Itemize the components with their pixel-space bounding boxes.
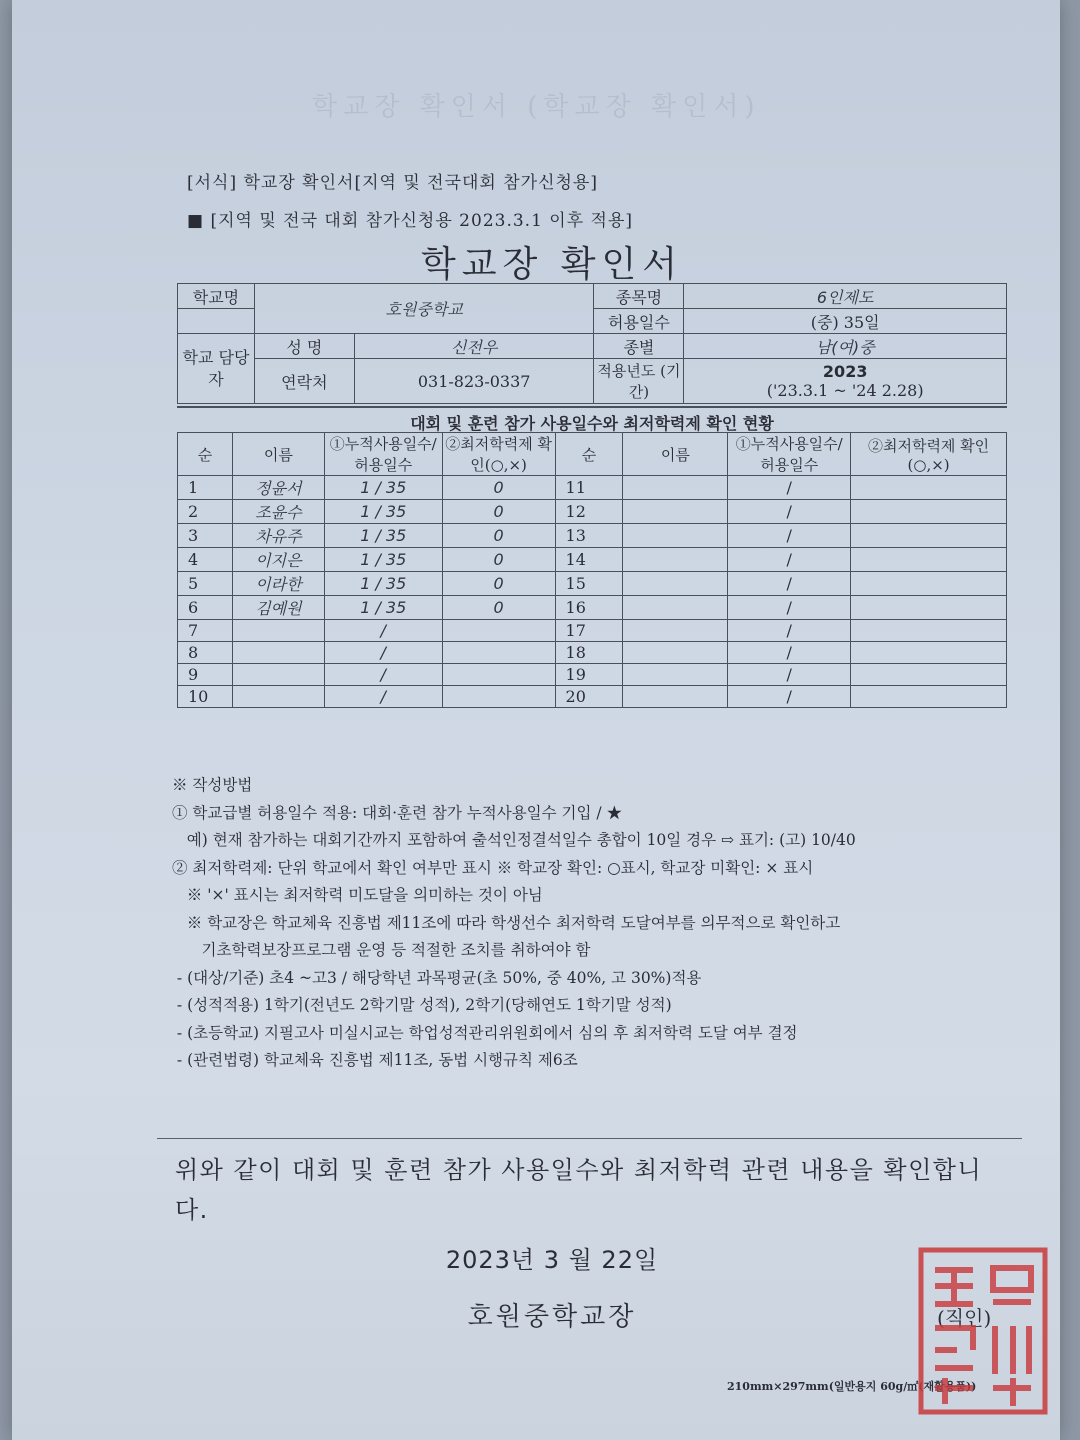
- allowed-days-label: 허용일수: [594, 309, 684, 334]
- table-header-row: [178, 433, 1007, 476]
- row-no-2: 15: [555, 572, 623, 596]
- official-seal-stamp: [917, 1246, 1049, 1416]
- school-value: 호원중학교: [254, 284, 594, 334]
- header-check: ②최저학력제 확인(○,×): [442, 433, 555, 476]
- row-no: 1: [178, 476, 233, 500]
- row-check-2: [851, 664, 1007, 686]
- row-no: 3: [178, 524, 233, 548]
- header-days: ①누적사용일수/ 허용일수: [324, 433, 442, 476]
- bleed-through-text: 학교장 확인서 (학교장 확인서): [312, 92, 761, 122]
- instruction-line: ② 최저학력제: 단위 학교에서 확인 여부만 표시 ※ 학교장 확인: ○표시, 학교장 미확인: × 표시: [172, 858, 814, 877]
- row-no-2: 19: [555, 664, 623, 686]
- section-title: 대회 및 훈련 참가 사용일수와 최저학력제 확인 현황: [177, 406, 1007, 434]
- row-check-2: [851, 642, 1007, 664]
- table-row: [178, 642, 1007, 664]
- instruction-line: ※ 작성방법: [172, 776, 253, 794]
- divider: [157, 1138, 1022, 1139]
- row-days: /: [324, 620, 442, 642]
- instruction-line: - (관련법령) 학교체육 진흥법 제11조, 동법 시행규칙 제6조: [172, 1051, 578, 1069]
- manager-label: 학교 담당자: [178, 334, 255, 404]
- seal-mark: (직인): [937, 1306, 992, 1330]
- row-check: [442, 664, 555, 686]
- row-name-2: [623, 620, 728, 642]
- row-check: 0: [442, 548, 555, 572]
- apply-note: ■ [지역 및 전국 대회 참가신청용 2023.3.1 이후 적용]: [187, 211, 634, 231]
- row-days-2: /: [728, 596, 851, 620]
- gender-value: 남(여)중: [684, 334, 1007, 359]
- row-days-2: /: [728, 572, 851, 596]
- row-days-2: /: [728, 476, 851, 500]
- row-no: 8: [178, 642, 233, 664]
- allowed-days-value: (중) 35일: [684, 309, 1007, 334]
- row-no-2: 20: [555, 686, 623, 708]
- table-row: [178, 686, 1007, 708]
- info-table: [177, 283, 1007, 404]
- participation-table-body: [178, 433, 1007, 708]
- row-days-2: /: [728, 620, 851, 642]
- row-days-2: /: [728, 642, 851, 664]
- row-name: 이지은: [232, 548, 324, 572]
- form-label: [서식] 학교장 확인서[지역 및 전국대회 참가신청용]: [187, 173, 598, 193]
- row-no-2: 16: [555, 596, 623, 620]
- row-days: 1 / 35: [324, 476, 442, 500]
- instruction-line: 예) 현재 참가하는 대회기간까지 포함하여 출석인정결석일수 총합이 10일 경우 ⇨ 표기: (고) 10/40: [172, 831, 856, 849]
- table-row: [178, 620, 1007, 642]
- row-no-2: 12: [555, 500, 623, 524]
- row-check: [442, 620, 555, 642]
- row-name-2: [623, 524, 728, 548]
- row-check-2: [851, 620, 1007, 642]
- row-days: 1 / 35: [324, 596, 442, 620]
- table-row: [178, 476, 1007, 500]
- header-days-2: ①누적사용일수/ 허용일수: [728, 433, 851, 476]
- row-check: 0: [442, 596, 555, 620]
- row-name-2: [623, 500, 728, 524]
- row-check: [442, 686, 555, 708]
- sport-label: 종목명: [594, 284, 684, 309]
- row-name: 정윤서: [232, 476, 324, 500]
- table-row: [178, 524, 1007, 548]
- year-cell: [684, 359, 1007, 404]
- header-check-2: ②최저학력제 확인(○,×): [851, 433, 1007, 476]
- row-no: 4: [178, 548, 233, 572]
- apply-note-text: [지역 및 전국 대회 참가신청용 2023.3.1 이후 적용]: [210, 211, 634, 231]
- row-check-2: [851, 500, 1007, 524]
- row-name: [232, 686, 324, 708]
- row-check: [442, 642, 555, 664]
- row-no-2: 13: [555, 524, 623, 548]
- instruction-line: ※ 학교장은 학교체육 진흥법 제11조에 따라 학생선수 최저학력 도달여부를 의무적으로 확인하고: [172, 913, 841, 932]
- row-check: 0: [442, 572, 555, 596]
- row-check-2: [851, 686, 1007, 708]
- row-check: 0: [442, 500, 555, 524]
- instruction-line: ※ '×' 표시는 최저학력 미도달을 의미하는 것이 아님: [172, 886, 543, 904]
- row-days: /: [324, 642, 442, 664]
- row-name: [232, 664, 324, 686]
- row-no-2: 18: [555, 642, 623, 664]
- instruction-line: - (대상/기준) 초4 ~고3 / 해당학년 과목평균(초 50%, 중 40%, 고 30%)적용: [172, 968, 702, 987]
- instruction-line: 기초학력보장프로그램 운영 등 적절한 조치를 취하여야 함: [172, 941, 591, 959]
- seal-glyphs: [935, 1268, 1031, 1406]
- row-name: [232, 642, 324, 664]
- contact-value: 031-823-0337: [354, 359, 594, 404]
- sport-value: 6인제도: [684, 284, 1007, 309]
- row-check-2: [851, 548, 1007, 572]
- page-title: 학교장 확인서: [420, 244, 684, 285]
- row-name-2: [623, 548, 728, 572]
- principal-title: 호원중학교장: [467, 1302, 637, 1332]
- table-row: [178, 548, 1007, 572]
- row-days-2: /: [728, 686, 851, 708]
- row-check: 0: [442, 476, 555, 500]
- row-no: 2: [178, 500, 233, 524]
- row-check-2: [851, 524, 1007, 548]
- signature-date: 2023년 3 월 22일: [445, 1246, 659, 1274]
- row-name-2: [623, 596, 728, 620]
- row-no: 10: [178, 686, 233, 708]
- instruction-line: ① 학교급별 허용일수 적용: 대회·훈련 참가 누적사용일수 기입 / ★: [172, 803, 623, 822]
- row-check-2: [851, 596, 1007, 620]
- confirmation-statement: 위와 같이 대회 및 훈련 참가 사용일수와 최저학력 관련 내용을 확인합니다.: [175, 1156, 983, 1224]
- school-label: 학교명: [178, 284, 255, 309]
- row-days: 1 / 35: [324, 524, 442, 548]
- instructions: [172, 772, 1042, 1075]
- paper-spec: 210mm×297mm(일반용지 60g/㎡(재활용품)): [727, 1380, 977, 1393]
- header-no-2: 순: [555, 433, 623, 476]
- gender-label: 종별: [594, 334, 684, 359]
- row-no: 7: [178, 620, 233, 642]
- row-days: /: [324, 686, 442, 708]
- name-label: 성 명: [254, 334, 354, 359]
- document-paper: [12, 0, 1060, 1440]
- row-check-2: [851, 476, 1007, 500]
- row-check: 0: [442, 524, 555, 548]
- row-no: 9: [178, 664, 233, 686]
- row-name-2: [623, 686, 728, 708]
- name-value: 신전우: [354, 334, 594, 359]
- row-no-2: 11: [555, 476, 623, 500]
- row-name-2: [623, 572, 728, 596]
- row-days: 1 / 35: [324, 572, 442, 596]
- row-no: 6: [178, 596, 233, 620]
- period-value: ('23.3.1 ~ '24 2.28): [766, 381, 924, 400]
- instruction-line: - (성적적용) 1학기(전년도 2학기말 성적), 2학기(당해연도 1학기말 성적): [172, 996, 672, 1014]
- row-days-2: /: [728, 524, 851, 548]
- instruction-line: - (초등학교) 지필고사 미실시교는 학업성적관리위원회에서 심의 후 최저학력 도달 여부 결정: [172, 1023, 798, 1042]
- table-row: [178, 596, 1007, 620]
- row-check-2: [851, 572, 1007, 596]
- header-name-2: 이름: [623, 433, 728, 476]
- row-name: 이라한: [232, 572, 324, 596]
- header-name: 이름: [232, 433, 324, 476]
- table-row: [178, 664, 1007, 686]
- row-no-2: 14: [555, 548, 623, 572]
- row-name-2: [623, 664, 728, 686]
- table-row: [178, 572, 1007, 596]
- row-name: 조윤수: [232, 500, 324, 524]
- school-label-spacer: [178, 309, 255, 334]
- table-row: [178, 500, 1007, 524]
- row-name: 차유주: [232, 524, 324, 548]
- row-days-2: /: [728, 500, 851, 524]
- row-days: 1 / 35: [324, 548, 442, 572]
- row-days: /: [324, 664, 442, 686]
- row-name-2: [623, 642, 728, 664]
- row-name: 김예원: [232, 596, 324, 620]
- row-no-2: 17: [555, 620, 623, 642]
- row-name-2: [623, 476, 728, 500]
- contact-label: 연락처: [254, 359, 354, 404]
- year-value: 2023: [822, 362, 868, 381]
- row-no: 5: [178, 572, 233, 596]
- row-name: [232, 620, 324, 642]
- participation-table: [177, 432, 1007, 708]
- row-days-2: /: [728, 664, 851, 686]
- header-no: 순: [178, 433, 233, 476]
- row-days: 1 / 35: [324, 500, 442, 524]
- row-days-2: /: [728, 548, 851, 572]
- year-label: 적용년도 (기간): [594, 359, 684, 404]
